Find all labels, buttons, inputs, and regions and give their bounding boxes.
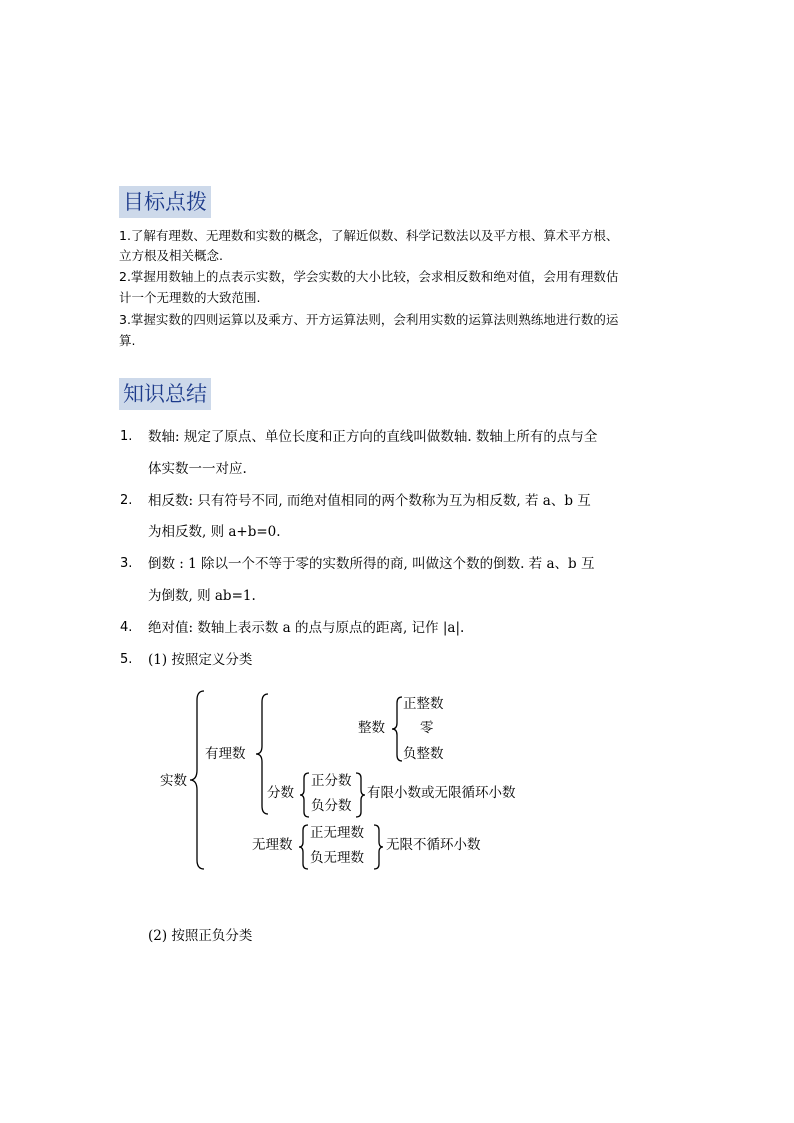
item-2-line-1: 相反数: 只有符号不同, 而绝对值相同的两个数称为互为相反数, 若 a、b 互	[148, 493, 591, 509]
item-1-number: 1.	[120, 429, 133, 444]
item-3-line-1: 倒数 : 1 除以一个不等于零的实数所得的商, 叫做这个数的倒数. 若 a、b 互	[148, 556, 595, 572]
goals-heading: 目标点拨	[119, 186, 211, 218]
negative-irrational-label: 负无理数	[310, 850, 364, 866]
fraction-description: 有限小数或无限循环小数	[367, 785, 516, 801]
goal-1-line-2: 立方根及相关概念.	[119, 248, 223, 263]
goal-2-line-1: 2.掌握用数轴上的点表示实数，学会实数的大小比较，会求相反数和绝对值，会用有理数估	[119, 269, 619, 284]
goal-1-line-1: 1.了解有理数、无理数和实数的概念，了解近似数、科学记数法以及平方根、算术平方根、	[119, 228, 619, 243]
item-4-line-1: 绝对值: 数轴上表示数 a 的点与原点的距离, 记作 |a|.	[148, 620, 465, 636]
item-2-line-2: 为相反数, 则 a+b=0.	[148, 524, 281, 540]
positive-fraction-label: 正分数	[311, 773, 352, 789]
fraction-label: 分数	[267, 785, 294, 801]
real-label: 实数	[160, 773, 187, 789]
positive-irrational-label: 正无理数	[310, 825, 364, 841]
item-2-number: 2.	[120, 493, 133, 508]
integer-label: 整数	[358, 720, 385, 736]
item-5-number: 5.	[120, 652, 133, 667]
real-brace	[190, 690, 206, 870]
irrational-label: 无理数	[252, 837, 293, 853]
irrational-close-brace	[373, 824, 383, 870]
zero-label: 零	[420, 720, 434, 736]
goal-3-line-1: 3.掌握实数的四则运算以及乘方、开方运算法则，会利用实数的运算法则熟练地进行数的运	[119, 312, 619, 327]
irrational-description: 无限不循环小数	[386, 837, 481, 853]
summary-heading: 知识总结	[119, 378, 211, 410]
item-3-number: 3.	[120, 556, 133, 571]
irrational-brace	[299, 824, 309, 870]
fraction-close-brace	[355, 772, 365, 818]
negative-fraction-label: 负分数	[311, 798, 352, 814]
item-1-line-1: 数轴: 规定了原点、单位长度和正方向的直线叫做数轴. 数轴上所有的点与全	[148, 429, 598, 445]
goal-3-line-2: 算.	[119, 333, 136, 348]
item-1-line-2: 体实数一一对应.	[148, 461, 247, 477]
item-5-line-1: (1) 按照定义分类	[148, 652, 253, 668]
item-4-number: 4.	[120, 620, 133, 635]
fraction-brace	[300, 772, 310, 818]
negative-integer-label: 负整数	[403, 746, 444, 762]
positive-integer-label: 正整数	[403, 696, 444, 712]
goal-2-line-2: 计一个无理数的大致范围.	[119, 290, 261, 305]
item-3-line-2: 为倒数, 则 ab=1.	[148, 588, 256, 604]
part-2-heading: (2) 按照正负分类	[148, 928, 253, 944]
rational-label: 有理数	[205, 746, 246, 762]
